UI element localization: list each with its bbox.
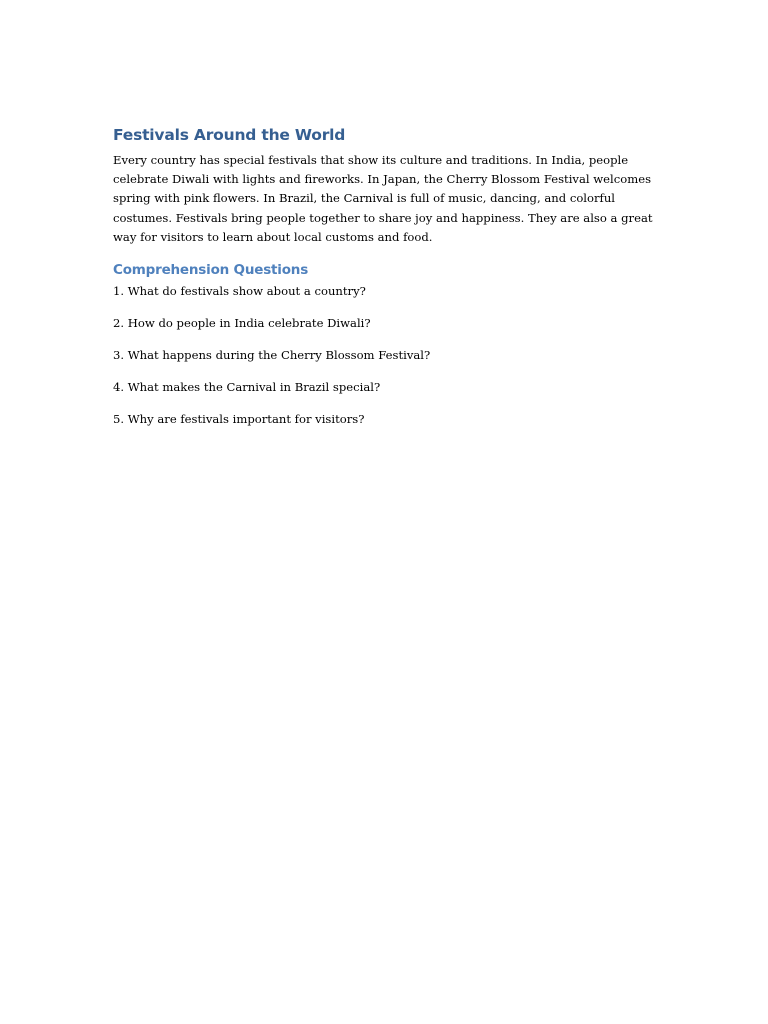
question-item: 2. How do people in India celebrate Diwali? [113,316,371,331]
question-item: 4. What makes the Carnival in Brazil special? [113,380,381,395]
intro-paragraph: Every country has special festivals that show its culture and traditions. In India, people celebrate Diwali with lights and fireworks. In Japan, the Cherry Blossom Festival welcomes spring with pink flowers. In Brazil, the Carnival is full of music, dancing, and colorful costumes. Festivals bring people together to share joy and happiness. They are also a great way for visitors to learn about local customs and food. [113,153,653,244]
questions-heading: Comprehension Questions [113,262,309,279]
document-title: Festivals Around the World [113,126,346,144]
question-item: 3. What happens during the Cherry Blossom Festival? [113,348,431,363]
questions-list [113,282,658,429]
question-item: 5. Why are festivals important for visitors? [113,412,365,427]
question-item: 1. What do festivals show about a country? [113,284,366,299]
document-content [113,124,658,442]
